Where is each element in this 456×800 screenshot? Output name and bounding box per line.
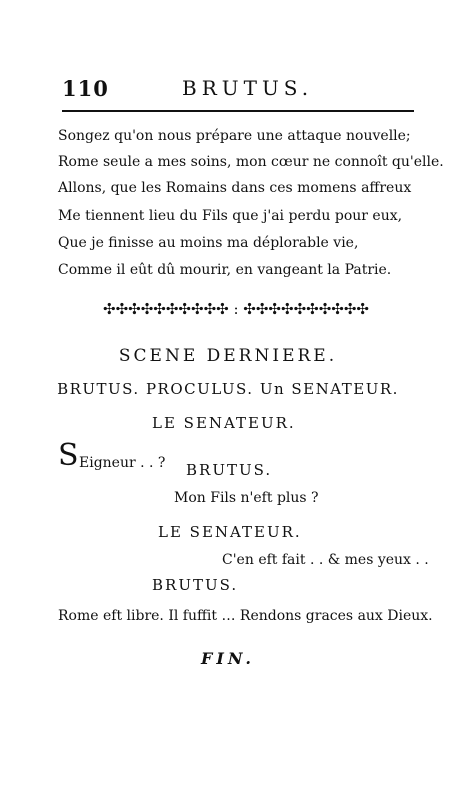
verse-line: Que je finisse au moins ma déplorable vie, (58, 235, 359, 251)
page-header (62, 70, 414, 110)
verse-line: Songez qu'on nous prépare une attaque nouvelle; (58, 128, 411, 144)
verse-line: Me tiennent lieu du Fils que j'ai perdu pour eux, (58, 208, 403, 224)
running-title: BRUTUS. (182, 76, 314, 100)
speaker-name: BRUTUS. (186, 461, 273, 479)
dialogue-line: Eigneur . . ? (79, 455, 166, 471)
verse-line: Rome seule a mes soins, mon cœur ne connoît qu'elle. (58, 154, 444, 170)
speaker-name: LE SENATEUR. (152, 414, 296, 432)
dialogue-line: C'en eft fait . . & mes yeux . . (222, 552, 429, 568)
drop-cap: S (58, 438, 79, 473)
dialogue-line: Rome eft libre. Il fuffit … Rendons graces aux Dieux. (58, 608, 433, 624)
speaker-name: BRUTUS. (152, 576, 239, 594)
header-rule (62, 110, 414, 112)
scene-cast: BRUTUS. PROCULUS. Un SENATEUR. (57, 380, 399, 398)
verse-line: Allons, que les Romains dans ces momens affreux (58, 180, 412, 196)
speaker-name: LE SENATEUR. (158, 523, 302, 541)
dialogue-line: Mon Fils n'eft plus ? (174, 490, 319, 506)
page-number: 110 (62, 76, 109, 101)
scene-title: SCENE DERNIERE. (118, 346, 338, 366)
ornament-divider: ✣✣✣✣✣✣✣✣✣✣ : ✣✣✣✣✣✣✣✣✣✣ (103, 300, 369, 318)
verse-line: Comme il eût dû mourir, en vangeant la Patrie. (58, 262, 392, 278)
fin-mark: FIN. (200, 649, 255, 668)
